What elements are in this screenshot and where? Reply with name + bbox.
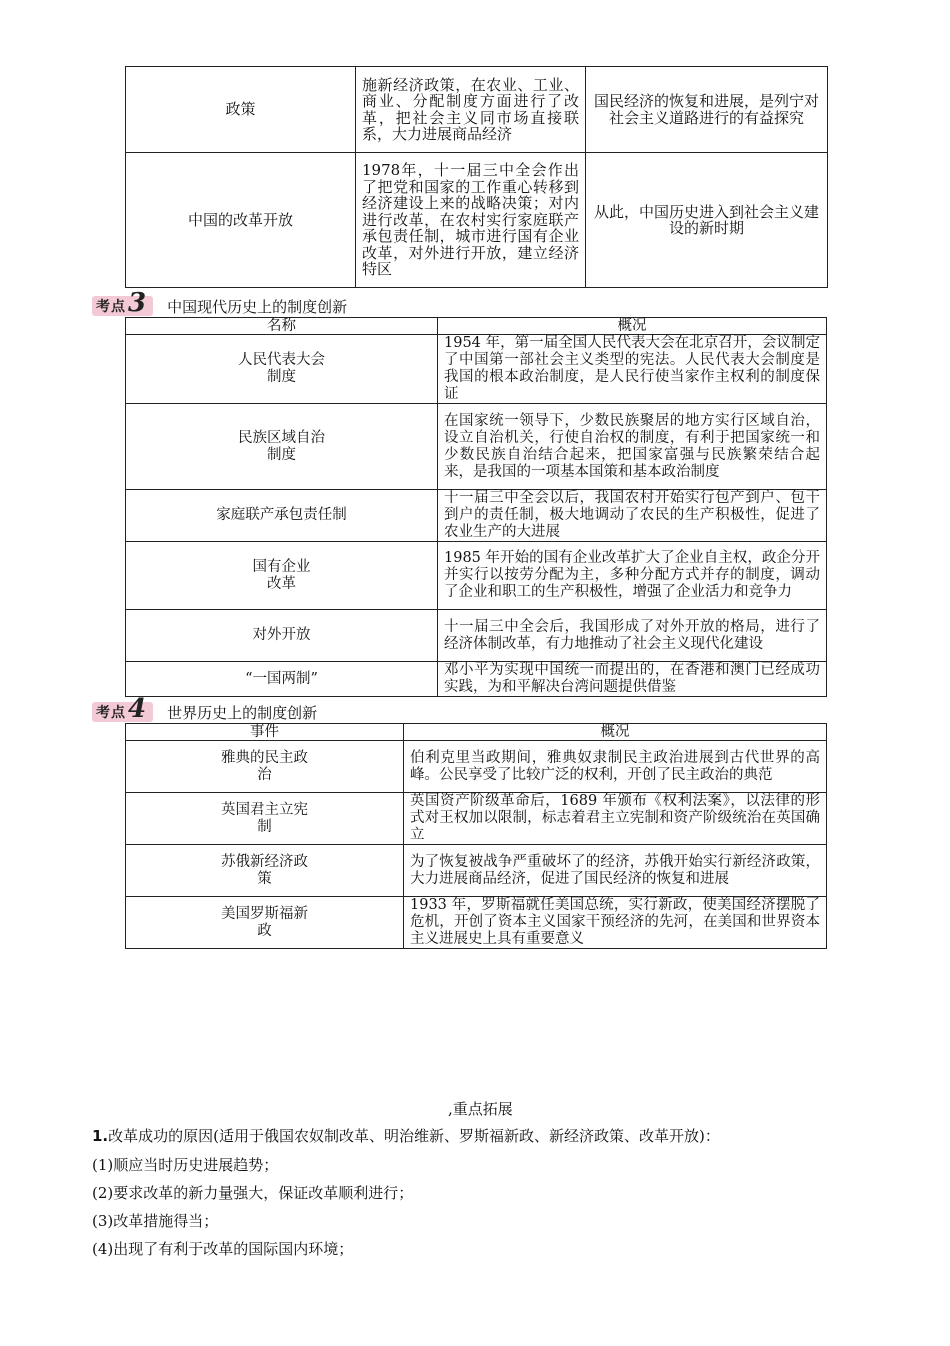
institution-desc: 十一届三中全会以后，我国农村开始实行包产到户、包干到户的责任制，极大地调动了农民的生产积极性，促进了农业生产的大进展 (438, 490, 827, 542)
table-row (126, 741, 827, 793)
reform-content: 1978年，十一届三中全会作出了把党和国家的工作重心转移到经济建设上来的战略决策；对内进行改革，在农村实行家庭联产承包责任制，城市进行国有企业改革，对外进行开放，建立经济特区 (356, 153, 586, 288)
table-row (126, 793, 827, 845)
table-row (126, 335, 827, 404)
institution-name: 家庭联产承包责任制 (126, 490, 438, 542)
event-desc: 为了恢复被战争严重破坏了的经济，苏俄开始实行新经济政策，大力进展商品经济，促进了国民经济的恢复和进展 (404, 845, 827, 897)
institution-name: 对外开放 (126, 610, 438, 662)
section4-heading (92, 694, 318, 724)
badge-number: 4 (128, 694, 148, 724)
list-item: (2)要求改革的新力量强大，保证改革顺利进行； (92, 1184, 414, 1202)
reform-content: 施新经济政策，在农业、工业、商业、分配制度方面进行了改革，把社会主义同市场直接联系，大力进展商品经济 (356, 67, 586, 153)
kaodian-badge (92, 288, 153, 318)
item-number: 1. (92, 1127, 109, 1145)
table-row (126, 610, 827, 662)
reform-name: 政策 (126, 67, 356, 153)
reform-effect: 从此，中国历史进入到社会主义建设的新时期 (586, 153, 828, 288)
column-header: 概况 (404, 724, 827, 741)
key-points-title: ,重点拓展 (448, 1100, 513, 1118)
table-row (126, 153, 828, 288)
event-name: 美国罗斯福新政 (126, 897, 404, 949)
column-header: 名称 (126, 318, 438, 335)
table-row (126, 542, 827, 610)
table-row (126, 662, 827, 697)
event-desc: 1933 年，罗斯福就任美国总统，实行新政，使美国经济摆脱了危机，开创了资本主义国家干预经济的先河，在美国和世界资本主义进展史上具有重要意义 (404, 897, 827, 949)
column-header: 概况 (438, 318, 827, 335)
section3-heading (92, 288, 348, 318)
event-name: 苏俄新经济政策 (126, 845, 404, 897)
china-institution-table (125, 317, 827, 697)
event-name: 英国君主立宪制 (126, 793, 404, 845)
event-name: 雅典的民主政治 (126, 741, 404, 793)
section4-title: 世界历史上的制度创新 (167, 704, 318, 722)
section3-title: 中国现代历史上的制度创新 (167, 298, 348, 316)
list-item: (1)顺应当时历史进展趋势； (92, 1156, 279, 1174)
badge-label: 考点 (96, 299, 126, 315)
list-item: (3)改革措施得当； (92, 1212, 219, 1230)
institution-desc: 1985 年开始的国有企业改革扩大了企业自主权，政企分开并实行以按劳分配为主，多种分配方式并存的制度，调动了企业和职工的生产积极性，增强了企业活力和竞争力 (438, 542, 827, 610)
table-row (126, 490, 827, 542)
institution-desc: 十一届三中全会后，我国形成了对外开放的格局，进行了经济体制改革，有力地推动了社会主义现代化建设 (438, 610, 827, 662)
kaodian-badge (92, 694, 153, 724)
institution-desc: 1954 年，第一届全国人民代表大会在北京召开，会议制定了中国第一部社会主义类型的宪法。人民代表大会制度是我国的根本政治制度，是人民行使当家作主权利的制度保证 (438, 335, 827, 404)
reform-name: 中国的改革开放 (126, 153, 356, 288)
table-header-row (126, 318, 827, 335)
institution-name: 民族区域自治制度 (126, 404, 438, 490)
institution-name: 国有企业改革 (126, 542, 438, 610)
institution-desc: 邓小平为实现中国统一而提出的，在香港和澳门已经成功实践，为和平解决台湾问题提供借鉴 (438, 662, 827, 697)
table-row (126, 404, 827, 490)
institution-desc: 在国家统一领导下，少数民族聚居的地方实行区域自治，设立自治机关，行使自治权的制度，有利于把国家统一和少数民族自治结合起来，把国家富强与民族繁荣结合起来，是我国的一项基本国策和基本政治制度 (438, 404, 827, 490)
institution-name: 人民代表大会制度 (126, 335, 438, 404)
badge-number: 3 (128, 288, 148, 318)
table-row (126, 897, 827, 949)
table-row (126, 845, 827, 897)
reason-heading (92, 1126, 720, 1146)
world-institution-table (125, 723, 827, 949)
institution-name: “一国两制” (126, 662, 438, 697)
reform-effect: 国民经济的恢复和进展，是列宁对社会主义道路进行的有益探究 (586, 67, 828, 153)
table-row (126, 67, 828, 153)
item-text: 改革成功的原因(适用于俄国农奴制改革、明治维新、罗斯福新政、新经济政策、改革开放)： (108, 1127, 720, 1145)
reform-table-continued (125, 66, 828, 288)
event-desc: 英国资产阶级革命后，1689 年颁布《权利法案》，以法律的形式对王权加以限制，标志着君主立宪制和资产阶级统治在英国确立 (404, 793, 827, 845)
badge-label: 考点 (96, 705, 126, 721)
column-header: 事件 (126, 724, 404, 741)
event-desc: 伯利克里当政期间，雅典奴隶制民主政治进展到古代世界的高峰。公民享受了比较广泛的权利，开创了民主政治的典范 (404, 741, 827, 793)
table-header-row (126, 724, 827, 741)
list-item: (4)出现了有利于改革的国际国内环境； (92, 1240, 354, 1258)
